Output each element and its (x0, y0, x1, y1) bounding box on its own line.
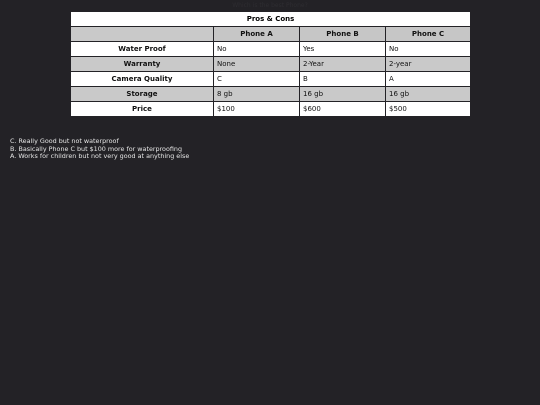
table-cell: 8 gb (214, 87, 300, 102)
page-caption: Which is the best Phone? (232, 2, 308, 9)
table-row (71, 57, 471, 72)
table-cell: B (300, 72, 386, 87)
table-row (71, 42, 471, 57)
table-row (71, 72, 471, 87)
row-label-storage: Storage (71, 87, 214, 102)
table-cell: A (386, 72, 471, 87)
table-cell: $100 (214, 102, 300, 117)
column-header-phone-c: Phone C (386, 27, 471, 42)
table-row (71, 87, 471, 102)
column-header-phone-a: Phone A (214, 27, 300, 42)
note-line: C. Really Good but not waterproof (10, 137, 119, 145)
row-label-camera-quality: Camera Quality (71, 72, 214, 87)
notes-block (10, 138, 189, 161)
row-label-warranty: Warranty (71, 57, 214, 72)
column-header-phone-b: Phone B (300, 27, 386, 42)
table-cell: C (214, 72, 300, 87)
row-label-price: Price (71, 102, 214, 117)
row-label-water-proof: Water Proof (71, 42, 214, 57)
table-row (71, 102, 471, 117)
table-cell: 2-Year (300, 57, 386, 72)
table-cell: 16 gb (300, 87, 386, 102)
note-line: A. Works for children but not very good at anything else (10, 152, 190, 161)
table-cell: None (214, 57, 300, 72)
table-cell: $600 (300, 102, 386, 117)
table-cell: Yes (300, 42, 386, 57)
table-title: Pros & Cons (71, 12, 471, 27)
table-cell: $500 (386, 102, 471, 117)
note-line: B. Basically Phone C but $100 more for waterproofing (10, 144, 183, 153)
table-cell: 2-year (386, 57, 471, 72)
table-cell: No (386, 42, 471, 57)
comparison-table (70, 11, 471, 117)
corner-cell (71, 27, 214, 42)
table-cell: 16 gb (386, 87, 471, 102)
table-cell: No (214, 42, 300, 57)
